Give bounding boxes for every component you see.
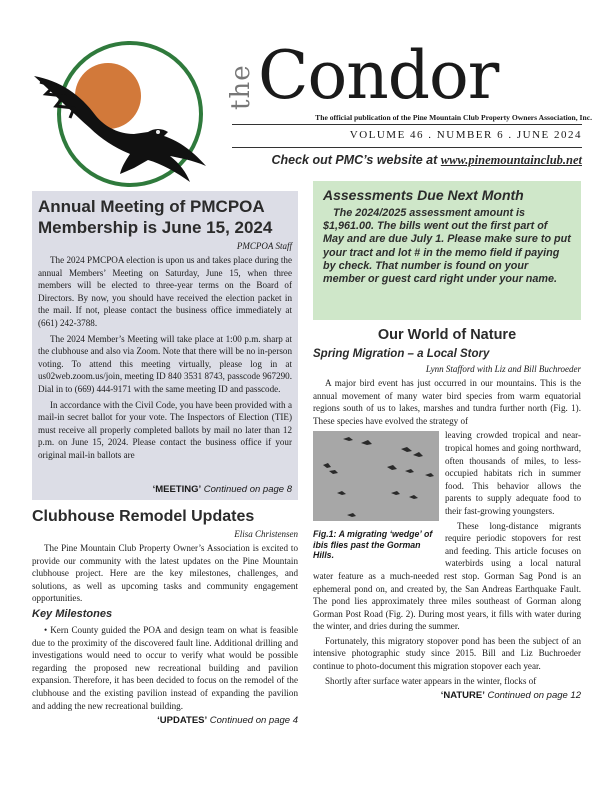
clubhouse-intro: The Pine Mountain Club Property Owner’s Association is excited to provide our community with the latest updates on the Pine Mountain clubhouse project. Here are the key milestones, challenges, and solutions, as well as upcoming tasks and community engagement opportunities. xyxy=(32,543,298,604)
nature-title: Our World of Nature xyxy=(377,327,517,343)
website-line xyxy=(220,153,582,168)
annual-meeting-byline: PMCPOA Staff xyxy=(236,241,292,251)
annual-meeting-article xyxy=(32,191,298,500)
annual-meeting-title: Annual Meeting of PMCPOA Membership is June 15, 2024 xyxy=(38,197,273,237)
annual-paragraph-2: The 2024 Member’s Meeting will take place at 1:00 p.m. sharp at the clubhouse and also via Zoom. Note that there will be no in-person voting. To attend this meeting virtually, please log in at us02web.zoom.us/join, meeting ID 840 3531 8743, passcode 967290. Dial in to (669) 444-9171 with the same meeting ID and passcode. xyxy=(38,333,292,394)
nature-byline: Lynn Stafford with Liz and Bill Buchroeder xyxy=(425,364,581,374)
clubhouse-continued-key: ‘UPDATES’ xyxy=(157,715,208,727)
clubhouse-milestone: • Kern County guided the POA and design team on what is feasible due to the proximity of the discovered fault line. Additional drilling and investigations would need to occur to verify what would be possible regarding the proposed new recreational building and pavilion expansion. Therefore, it has been decided to focus on the remodel of the clubhouse and the existing pavilion instead of expanding the pavilion and adding the new recreational building. xyxy=(32,624,298,711)
nature-photo-block xyxy=(313,429,581,635)
masthead-the: the xyxy=(226,64,256,110)
masthead-rule-bottom xyxy=(232,147,582,148)
nature-paragraph-1-wrap: leaving crowded tropical and near-tropical homes and going northward, often thousands of miles, to less-occupied habitats rich in summer food. This behavior allows the parents to supply adequate food to their fast-growing youngsters. xyxy=(445,430,581,516)
assessments-body: The 2024/2025 assessment amount is $1,961.00. The bills went out the first part of May and are due July 1. Please make sure to put your tract and lot # in the memo field if paying by check. That number is found on your member or guest card right under your name. xyxy=(323,207,571,286)
clubhouse-byline: Elisa Christensen xyxy=(234,529,298,539)
clubhouse-article xyxy=(32,507,298,726)
annual-continued-key: ‘MEETING’ xyxy=(152,484,202,495)
masthead-tagline: The official publication of the Pine Mountain Club Property Owners Association, Inc. xyxy=(315,113,592,122)
nature-paragraph-1: A major bird event has just occurred in our mountains. This is the annual movement of many water bird species from warm equatorial regions south of us to lakes, marshes and tundra further north (Fig. 1). These species have evolved the strategy of xyxy=(313,378,581,426)
ibis-caption: Fig.1: A migrating ‘wedge’ of ibis flies past the Gorman Hills. xyxy=(313,529,433,561)
website-prefix: Check out PMC’s website at xyxy=(271,153,441,167)
website-link[interactable]: www.pinemountainclub.net xyxy=(440,153,582,167)
masthead-title: Condor xyxy=(258,37,499,114)
masthead-rule-top xyxy=(232,124,582,125)
nature-subtitle: Spring Migration – a Local Story xyxy=(313,348,490,360)
assessments-title: Assessments Due Next Month xyxy=(323,187,524,203)
ibis-photo-icon xyxy=(313,431,439,521)
clubhouse-continued-page: Continued on page 4 xyxy=(207,715,298,727)
issue-volume: VOLUME 46 . NUMBER 6 . JUNE 2024 xyxy=(349,129,582,141)
ibis-figure xyxy=(313,431,439,560)
nature-continued xyxy=(313,690,581,701)
clubhouse-title: Clubhouse Remodel Updates xyxy=(32,508,255,525)
annual-continued xyxy=(149,484,292,495)
annual-paragraph-3: In accordance with the Civil Code, you have been provided with a mail-in secret ballot for your vote. The Inspectors of Election (TIE) must receive all properly completed ballots by mail no later than 12 p.m. on June 15, 2024. Please contact the business office if your original mail-in ballots are xyxy=(38,399,292,460)
nature-paragraph-2: These long-distance migrants require periodic stopovers for rest and feeding. This article focuses on waterbirds using a local natural water feature as a much-needed rest stop. Gorman Sag Pond is an ephemeral pond on, and created by, the San Andreas Earthquake Fault. The pond lies approximately three miles southeast of Gorman along Gorman Post Road (Fig. 2). During most years, it fills with water during the winter, and dries during the summer. xyxy=(313,520,581,632)
clubhouse-subhead: Key Milestones xyxy=(32,607,113,620)
nature-continued-page: Continued on page 12 xyxy=(484,690,581,702)
assessments-box xyxy=(313,181,581,320)
clubhouse-continued xyxy=(32,715,298,726)
nature-article xyxy=(313,327,581,701)
nature-paragraph-3: Fortunately, this migratory stopover pond has been the subject of an intensive photographic study since 2015. Bill and Liz Buchroeder continue to photo-document this migration stopover each year. xyxy=(313,635,581,672)
nature-continued-key: ‘NATURE’ xyxy=(440,690,485,702)
nature-paragraph-4: Shortly after surface water appears in the winter, flocks of xyxy=(325,675,537,686)
annual-continued-page: Continued on page 8 xyxy=(201,484,292,495)
annual-paragraph-1: The 2024 PMCPOA election is upon us and takes place during the annual Members’ Meeting on Saturday, June 15, when three members will be elected to three-year terms on the Board of Directors. By now, you should have received the election packet in the mail. If not, please contact the business office immediately at (661) 242-3788. xyxy=(38,255,292,328)
condor-logo-icon xyxy=(30,36,220,196)
